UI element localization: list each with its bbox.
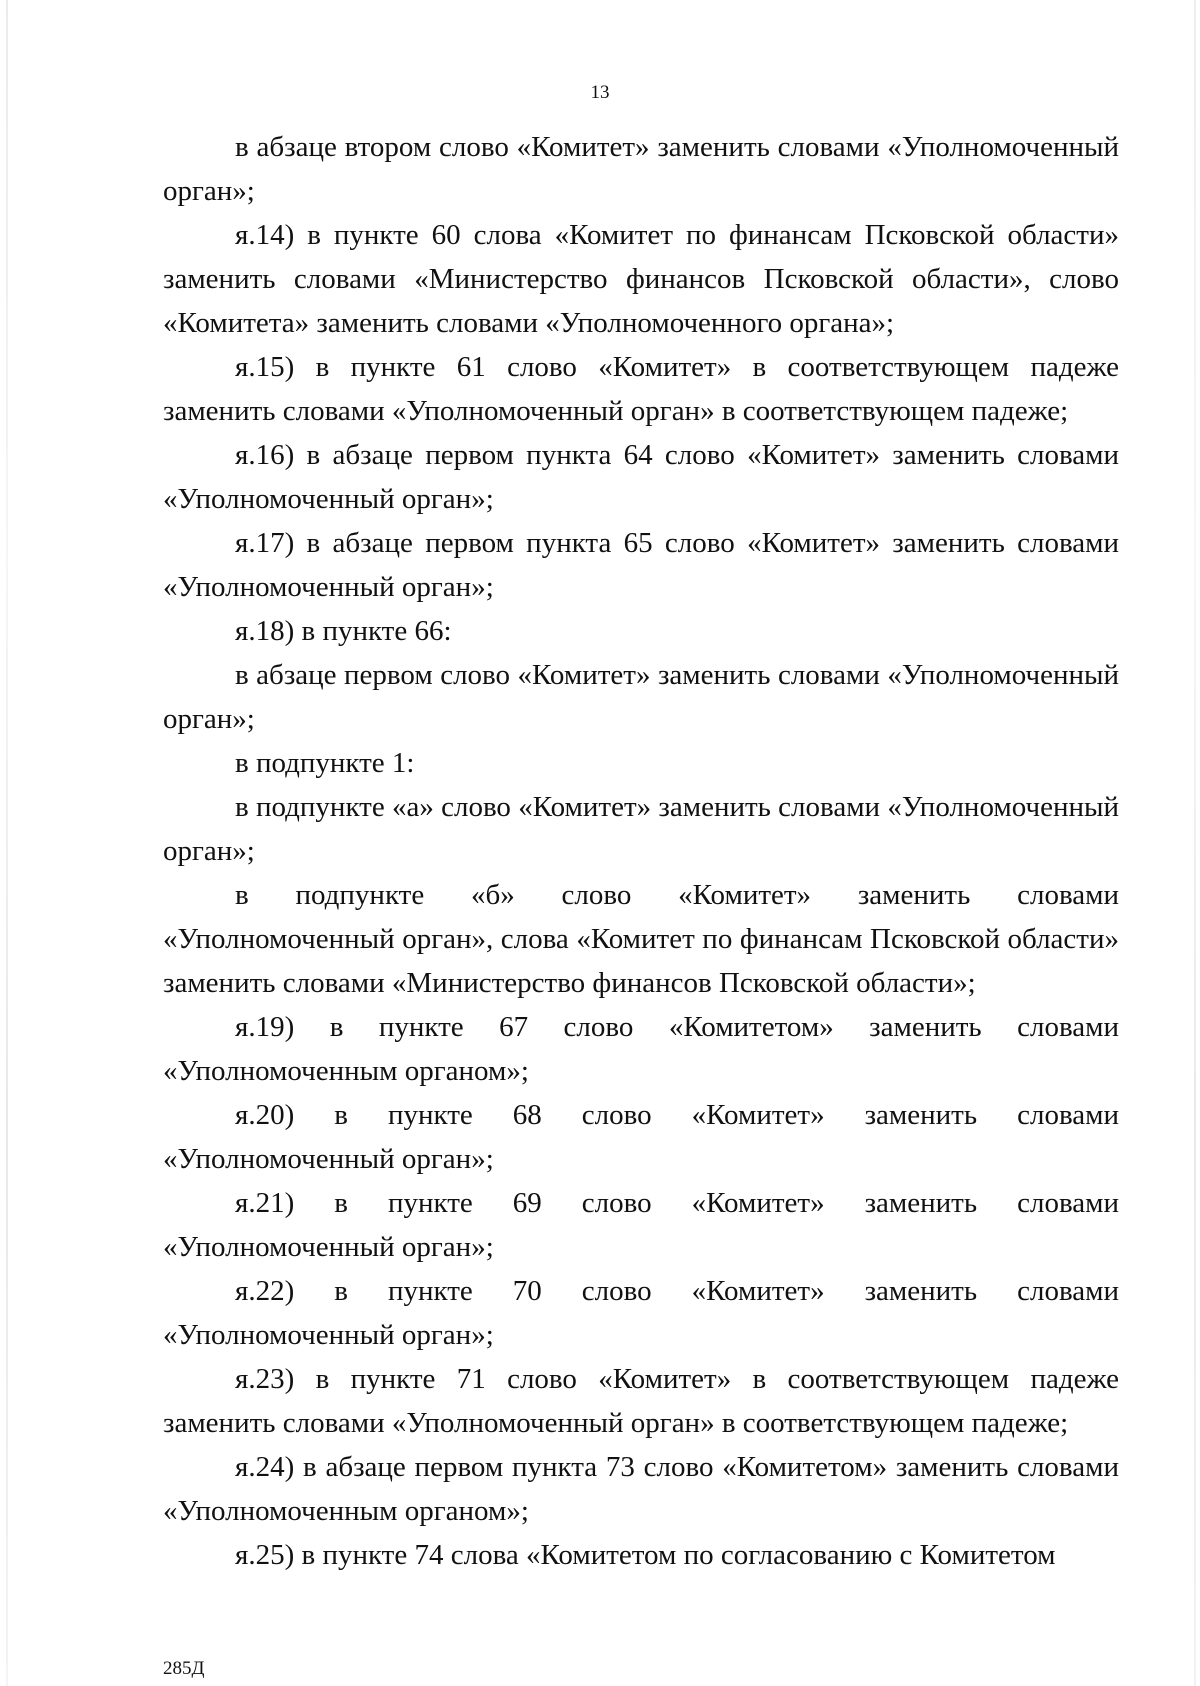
document-code: 285Д [163, 1658, 205, 1679]
paragraph: я.21) в пункте 69 слово «Комитет» заменить словами «Уполномоченный орган»; [163, 1187, 1119, 1263]
paragraph: я.19) в пункте 67 слово «Комитетом» заменить словами «Уполномоченным органом»; [163, 1011, 1119, 1087]
paragraph: я.22) в пункте 70 слово «Комитет» заменить словами «Уполномоченный орган»; [163, 1275, 1119, 1351]
paragraph: я.15) в пункте 61 слово «Комитет» в соответствующем падеже заменить словами «Уполномоченный орган» в соответствующем падеже; [163, 351, 1119, 427]
paragraph: я.20) в пункте 68 слово «Комитет» заменить словами «Уполномоченный орган»; [163, 1099, 1119, 1175]
paragraph: в абзаце втором слово «Комитет» заменить словами «Уполномоченный орган»; [163, 131, 1119, 207]
document-body [163, 125, 1119, 1577]
paragraph: я.23) в пункте 71 слово «Комитет» в соответствующем падеже заменить словами «Уполномоченный орган» в соответствующем падеже; [163, 1363, 1119, 1439]
paragraph: в подпункте «б» слово «Комитет» заменить словами «Уполномоченный орган», слова «Комитет по финансам Псковской области» заменить словами «Министерство финансов Псковской области»; [163, 879, 1119, 999]
scan-edge-right [1194, 0, 1196, 1686]
paragraph: я.14) в пункте 60 слова «Комитет по финансам Псковской области» заменить словами «Министерство финансов Псковской области», слово «Комитета» заменить словами «Уполномоченного органа»; [163, 219, 1119, 339]
paragraph: я.25) в пункте 74 слова «Комитетом по согласованию с Комитетом [235, 1539, 1056, 1571]
paragraph: я.17) в абзаце первом пункта 65 слово «Комитет» заменить словами «Уполномоченный орган»; [163, 527, 1119, 603]
page-number: 13 [590, 82, 610, 103]
paragraph: я.16) в абзаце первом пункта 64 слово «Комитет» заменить словами «Уполномоченный орган»; [163, 439, 1119, 515]
paragraph: в подпункте «а» слово «Комитет» заменить словами «Уполномоченный орган»; [163, 791, 1119, 867]
paragraph: я.24) в абзаце первом пункта 73 слово «Комитетом» заменить словами «Уполномоченным органом»; [163, 1451, 1119, 1527]
paragraph: в подпункте 1: [235, 747, 415, 779]
scan-edge-left [6, 0, 8, 1686]
paragraph: я.18) в пункте 66: [235, 615, 452, 647]
paragraph: в абзаце первом слово «Комитет» заменить словами «Уполномоченный орган»; [163, 659, 1119, 735]
